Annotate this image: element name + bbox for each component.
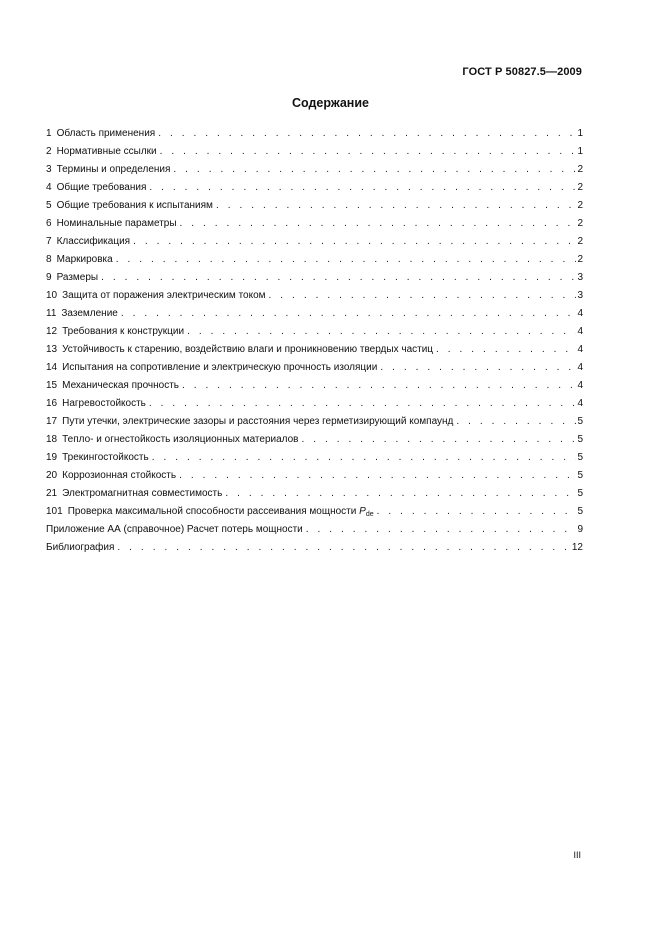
toc-dot-leader: [179, 377, 576, 395]
toc-entry-page: 5: [577, 506, 583, 517]
toc-dot-leader: [146, 179, 576, 197]
toc-entry-label: [46, 269, 98, 287]
toc-entry-page: 5: [577, 488, 583, 499]
toc-dot-leader: [303, 521, 577, 539]
toc-entry[interactable]: [46, 503, 583, 521]
toc-entry-label: [46, 431, 298, 449]
toc-entry-number: 11: [46, 308, 57, 319]
toc-entry[interactable]: [46, 215, 583, 233]
toc-entry-label: [46, 449, 149, 467]
toc-dot-leader: [177, 215, 577, 233]
toc-entry-label: [46, 143, 157, 161]
toc-entry-number: 7: [46, 236, 52, 247]
toc-entry-text: Размеры: [56, 272, 99, 283]
toc-dot-leader: [184, 323, 576, 341]
toc-entry-number: 13: [46, 344, 58, 355]
toc-entry-label: [46, 359, 377, 377]
toc-entry[interactable]: [46, 431, 583, 449]
toc-dot-leader: [130, 233, 576, 251]
toc-entry-label: [46, 521, 303, 539]
toc-entry-page: 3: [577, 272, 583, 283]
table-of-contents: [46, 125, 583, 557]
toc-dot-leader: [433, 341, 576, 359]
toc-dot-leader: [213, 197, 577, 215]
toc-entry-label: [46, 125, 155, 143]
toc-entry-page: 2: [577, 182, 583, 193]
toc-entry-label: [46, 251, 113, 269]
toc-entry-label: [46, 215, 177, 233]
toc-entry-text: Маркировка: [56, 254, 113, 265]
toc-dot-leader: [453, 413, 576, 431]
toc-entry-number: 5: [46, 200, 52, 211]
toc-entry-number: 8: [46, 254, 52, 265]
toc-entry-text: Трекингостойкость: [62, 452, 149, 463]
toc-entry-text: Проверка максимальной способности рассеивания мощности: [67, 506, 357, 517]
toc-entry-text: Термины и определения: [56, 164, 171, 175]
toc-dot-leader: [157, 143, 577, 161]
toc-entry-text: Пути утечки, электрические зазоры и расстояния через герметизирующий компаунд: [62, 416, 454, 427]
toc-dot-leader: [377, 359, 576, 377]
toc-entry-text: Номинальные параметры: [56, 218, 177, 229]
toc-dot-leader: [176, 467, 576, 485]
toc-entry-page: 9: [577, 524, 583, 535]
toc-entry[interactable]: [46, 197, 583, 215]
toc-entry-text: Область применения: [56, 128, 156, 139]
toc-entry-page: 4: [577, 398, 583, 409]
toc-entry-page: 1: [577, 146, 583, 157]
toc-entry-page: 5: [577, 470, 583, 481]
toc-entry-page: 5: [577, 416, 583, 427]
toc-entry-label: [46, 377, 179, 395]
toc-entry-label: [46, 413, 453, 431]
toc-entry[interactable]: [46, 359, 583, 377]
toc-dot-leader: [170, 161, 576, 179]
toc-entry-page: 2: [577, 200, 583, 211]
toc-dot-leader: [374, 503, 577, 521]
toc-entry-number: 20: [46, 470, 58, 481]
toc-entry-text: Библиография: [46, 542, 115, 553]
toc-entry-label: [46, 341, 433, 359]
toc-entry[interactable]: [46, 125, 583, 143]
toc-entry-label: [46, 287, 266, 305]
toc-entry[interactable]: [46, 485, 583, 503]
toc-entry-symbol: P: [359, 506, 366, 517]
standard-code: ГОСТ Р 50827.5—2009: [462, 66, 582, 78]
toc-entry-number: 10: [46, 290, 58, 301]
toc-entry-number: 18: [46, 434, 58, 445]
toc-entry-text: Общие требования к испытаниям: [56, 200, 213, 211]
toc-entry-label: [46, 197, 213, 215]
toc-entry-text: Приложение АА (справочное) Расчет потерь мощности: [46, 524, 303, 535]
toc-entry[interactable]: [46, 467, 583, 485]
toc-entry[interactable]: [46, 179, 583, 197]
toc-entry[interactable]: [46, 413, 583, 431]
toc-entry-text: Устойчивость к старению, воздействию влаги и проникновению твердых частиц: [62, 344, 434, 355]
toc-entry[interactable]: [46, 251, 583, 269]
toc-entry-page: 4: [577, 380, 583, 391]
toc-entry[interactable]: [46, 341, 583, 359]
toc-entry-page: 4: [577, 344, 583, 355]
toc-entry-text: Классификация: [56, 236, 131, 247]
toc-entry-text: Электромагнитная совместимость: [62, 488, 223, 499]
toc-entry-text: Нормативные ссылки: [56, 146, 157, 157]
toc-entry[interactable]: [46, 287, 583, 305]
toc-entry-text: Тепло- и огнестойкость изоляционных материалов: [62, 434, 299, 445]
toc-entry-page: 5: [577, 434, 583, 445]
toc-dot-leader: [98, 269, 576, 287]
toc-title: Содержание: [291, 96, 369, 110]
toc-entry-page: 12: [571, 542, 583, 553]
toc-entry-page: 3: [577, 290, 583, 301]
toc-entry-number: 2: [46, 146, 52, 157]
toc-entry-number: 3: [46, 164, 52, 175]
toc-entry-page: 2: [577, 254, 583, 265]
toc-entry-text: Испытания на сопротивление и электрическую прочность изоляции: [62, 362, 378, 373]
toc-entry-text: Нагревостойкость: [62, 398, 146, 409]
toc-dot-leader: [155, 125, 576, 143]
toc-entry-page: 1: [577, 128, 583, 139]
toc-entry-number: 17: [46, 416, 58, 427]
toc-entry-text: Общие требования: [56, 182, 147, 193]
toc-entry-text: Требования к конструкции: [62, 326, 185, 337]
toc-entry[interactable]: [46, 323, 583, 341]
toc-entry-text: Защита от поражения электрическим током: [62, 290, 266, 301]
toc-entry[interactable]: [46, 233, 583, 251]
toc-entry-text: Коррозионная стойкость: [62, 470, 177, 481]
toc-entry-number: 14: [46, 362, 58, 373]
toc-entry-page: 2: [577, 164, 583, 175]
toc-entry-page: 4: [577, 326, 583, 337]
toc-entry-page: 4: [577, 362, 583, 373]
toc-entry-number: 12: [46, 326, 58, 337]
toc-dot-leader: [113, 251, 577, 269]
toc-entry-number: 1: [46, 128, 52, 139]
toc-entry-number: 16: [46, 398, 58, 409]
page-number: III: [573, 850, 581, 860]
toc-entry-label: [46, 233, 130, 251]
toc-entry-text: Заземление: [61, 308, 118, 319]
toc-entry[interactable]: [46, 377, 583, 395]
toc-entry-label: [46, 539, 114, 557]
toc-entry-page: 4: [577, 308, 583, 319]
toc-entry-label: [46, 503, 374, 521]
toc-entry-number: 6: [46, 218, 52, 229]
toc-entry[interactable]: [46, 395, 583, 413]
toc-entry-text: Механическая прочность: [62, 380, 179, 391]
toc-entry-label: [46, 467, 176, 485]
toc-entry-number: 4: [46, 182, 52, 193]
toc-entry[interactable]: [46, 449, 583, 467]
toc-dot-leader: [114, 539, 570, 557]
toc-entry-label: [46, 395, 146, 413]
toc-entry-page: 2: [577, 218, 583, 229]
toc-entry-label: [46, 323, 184, 341]
toc-entry-number: 101: [46, 506, 63, 517]
toc-entry-page: 2: [577, 236, 583, 247]
toc-entry-number: 19: [46, 452, 58, 463]
toc-entry-number: 9: [46, 272, 52, 283]
toc-dot-leader: [118, 305, 577, 323]
toc-entry[interactable]: [46, 305, 583, 323]
toc-entry[interactable]: [46, 269, 583, 287]
toc-entry-label: [46, 485, 222, 503]
toc-entry-page: 5: [577, 452, 583, 463]
toc-entry[interactable]: [46, 539, 583, 557]
toc-entry-label: [46, 161, 170, 179]
toc-entry-label: [46, 305, 118, 323]
toc-dot-leader: [298, 431, 576, 449]
toc-entry-number: 15: [46, 380, 58, 391]
toc-dot-leader: [149, 449, 577, 467]
toc-dot-leader: [222, 485, 576, 503]
toc-entry-label: [46, 179, 146, 197]
toc-dot-leader: [146, 395, 577, 413]
toc-entry[interactable]: [46, 161, 583, 179]
toc-entry[interactable]: [46, 143, 583, 161]
toc-entry-number: 21: [46, 488, 58, 499]
toc-entry-symbol-subscript: de: [365, 511, 374, 518]
toc-entry[interactable]: [46, 521, 583, 539]
toc-dot-leader: [266, 287, 577, 305]
